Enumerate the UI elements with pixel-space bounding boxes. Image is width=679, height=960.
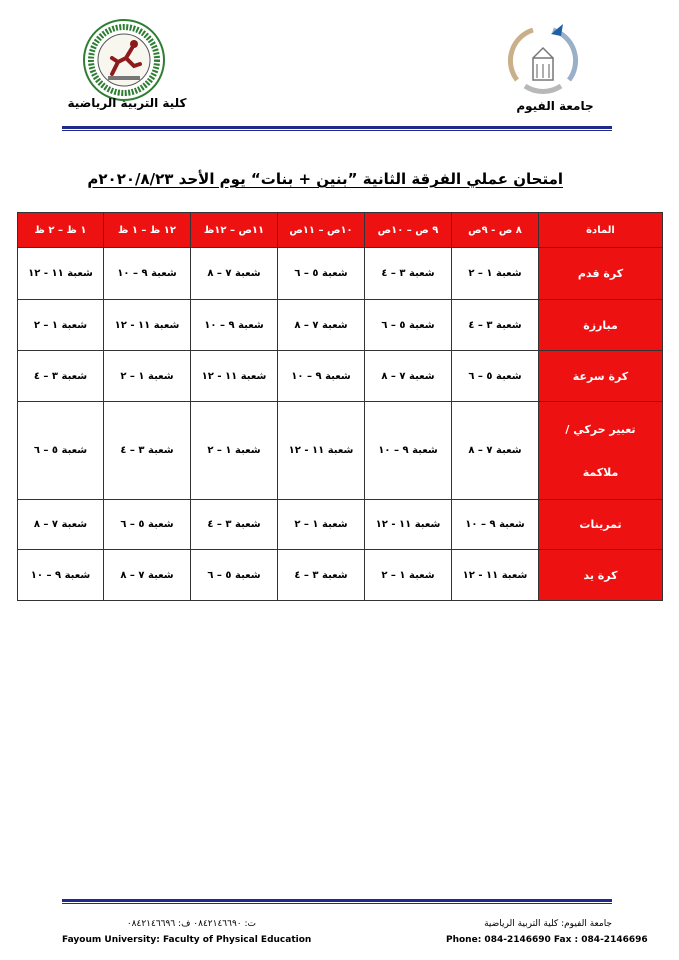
university-logo-icon	[503, 20, 583, 96]
table-cell: شعبة ٩ – ١٠	[191, 300, 278, 351]
table-cell: شعبة ١ – ٢	[278, 500, 365, 550]
table-cell: شعبة ٩ – ١٠	[452, 500, 539, 550]
table-cell: شعبة ١١ - ١٢	[191, 351, 278, 402]
table-cell: شعبة ٥ – ٦	[365, 300, 452, 351]
table-cell: شعبة ١١ - ١٢	[278, 402, 365, 500]
table-cell: شعبة ١ – ٢	[365, 550, 452, 601]
subject-cell: مبارزة	[539, 300, 663, 351]
footer-arabic-phone-fax: ت: ٠٨٤٢١٤٦٦٩٠ ف: ٠٨٤٢١٤٦٦٩٦	[126, 919, 256, 929]
table-cell: شعبة ٣ – ٤	[191, 500, 278, 550]
table-cell: شعبة ٣ – ٤	[104, 402, 191, 500]
table-cell: شعبة ٧ – ٨	[452, 402, 539, 500]
header-slot-4: ١١ص – ١٢ظ	[191, 213, 278, 248]
page-title: امتحان عملي الفرقة الثانية ”بنين + بنات“ يوم الأحد ٢٠٢٠/٨/٢٣م	[87, 170, 563, 188]
subject-line: ملاكمة	[582, 465, 619, 479]
faculty-logo-icon	[82, 18, 166, 102]
header-slot-5: ١٢ ظ – ١ ظ	[104, 213, 191, 248]
table-cell: شعبة ٥ – ٦	[278, 248, 365, 300]
table-cell: شعبة ٧ – ٨	[18, 500, 104, 550]
table-cell: شعبة ١١ - ١٢	[18, 248, 104, 300]
header-subject: المادة	[539, 213, 663, 248]
table-cell: شعبة ٧ – ٨	[365, 351, 452, 402]
university-name: جامعة الفيوم	[516, 99, 594, 113]
subject-cell: كرة سرعة	[539, 351, 663, 402]
table-cell: شعبة ١١ - ١٢	[365, 500, 452, 550]
table-cell: شعبة ٣ – ٤	[18, 351, 104, 402]
table-cell: شعبة ٧ – ٨	[278, 300, 365, 351]
table-cell: شعبة ٥ – ٦	[452, 351, 539, 402]
table-row	[18, 500, 663, 550]
table-cell: شعبة ٣ – ٤	[278, 550, 365, 601]
subject-cell: كرة يد	[539, 550, 663, 601]
table-row	[18, 248, 663, 300]
exam-schedule-table	[17, 212, 663, 601]
table-header-row	[18, 213, 663, 248]
table-cell: شعبة ٩ – ١٠	[365, 402, 452, 500]
table-cell: شعبة ٣ – ٤	[452, 300, 539, 351]
header-rule	[62, 126, 612, 129]
college-name: كلية التربية الرياضية	[67, 96, 187, 110]
table-cell: شعبة ٩ – ١٠	[278, 351, 365, 402]
footer-english-address: Fayoum University: Faculty of Physical Education	[62, 935, 312, 945]
subject-cell: كرة قدم	[539, 248, 663, 300]
table-row	[18, 300, 663, 351]
table-cell: شعبة ١١ - ١٢	[452, 550, 539, 601]
footer-phone-fax: Phone: 084-2146690 Fax : 084-2146696	[446, 935, 648, 945]
subject-cell: تمرينات	[539, 500, 663, 550]
table-cell: شعبة ٥ – ٦	[104, 500, 191, 550]
table-cell: شعبة ١ – ٢	[191, 402, 278, 500]
table-cell: شعبة ٩ – ١٠	[104, 248, 191, 300]
header-rule-thin	[62, 130, 612, 131]
table-row	[18, 402, 663, 500]
table-cell: شعبة ١ – ٢	[452, 248, 539, 300]
table-cell: شعبة ٥ – ٦	[18, 402, 104, 500]
table-cell: شعبة ١ – ٢	[18, 300, 104, 351]
footer-arabic-address: جامعة الفيوم: كلية التربية الرياضية	[484, 919, 612, 929]
header-slot-6: ١ ظ – ٢ ظ	[18, 213, 104, 248]
footer-rule	[62, 899, 612, 902]
header-slot-3: ١٠ص – ١١ص	[278, 213, 365, 248]
subject-line: تعبير حركي /	[565, 422, 636, 436]
subject-cell	[539, 402, 663, 500]
table-cell: شعبة ٥ – ٦	[191, 550, 278, 601]
table-row	[18, 550, 663, 601]
table-row	[18, 351, 663, 402]
table-cell: شعبة ١١ - ١٢	[104, 300, 191, 351]
table-cell: شعبة ٧ – ٨	[191, 248, 278, 300]
table-cell: شعبة ٩ – ١٠	[18, 550, 104, 601]
footer-rule-thin	[62, 903, 612, 904]
table-cell: شعبة ٣ – ٤	[365, 248, 452, 300]
table-cell: شعبة ١ – ٢	[104, 351, 191, 402]
header-slot-2: ٩ ص – ١٠ص	[365, 213, 452, 248]
header-slot-1: ٨ ص - ٩ص	[452, 213, 539, 248]
table-cell: شعبة ٧ – ٨	[104, 550, 191, 601]
